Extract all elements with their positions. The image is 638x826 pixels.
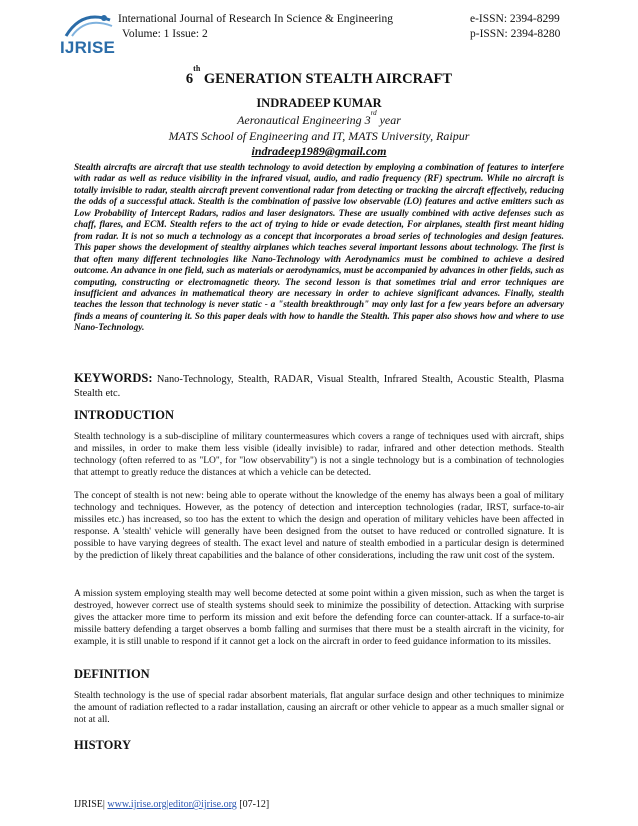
title-ordinal-suffix: th bbox=[193, 64, 201, 73]
intro-paragraph-1: Stealth technology is a sub-discipline of military countermeasures which covers a range of techniques used with aircraft, ships and missiles, in order to make them less visible (ideally invisible) to radar, infrared and other detection methods. Stealth technology (often referred to as "LO", for "low observability") is not a single technology but is a combination of technologies that attempt to greatly reduce the distances at which a vehicle can be detected. bbox=[74, 432, 564, 479]
footer-pages: [07-12] bbox=[236, 799, 270, 810]
title-ordinal: 6 bbox=[185, 70, 194, 87]
issn-block bbox=[470, 12, 560, 42]
logo-text: IJRISE bbox=[60, 38, 116, 57]
keywords-label: KEYWORDS: bbox=[74, 371, 153, 385]
author-email[interactable]: indradeep1989@gmail.com bbox=[251, 144, 387, 158]
dept-prefix: Aeronautical Engineering 3 bbox=[237, 113, 371, 127]
intro-paragraph-2: The concept of stealth is not new: being able to operate without the knowledge of the enemy has always been a goal of military technology and techniques. However, as the potency of detection and interception technologies (radar, IRST, surface-to-air missiles etc.) has increased, so too has the extent to which the design and operation of military vehicles have been affected in response. A 'stealth' vehicle will generally have been designed from the outset to have reduced or controlled signature. It is possible to have varying degrees of stealth. The exact level and nature of stealth embodied in a particular design is determined by the prediction of likely threat capabilities and the balance of other considerations, including the raw unit cost of the system. bbox=[74, 491, 564, 562]
footer-link[interactable]: www.ijrise.org|editor@ijrise.org bbox=[107, 799, 237, 810]
definition-heading: DEFINITION bbox=[74, 667, 150, 681]
journal-header bbox=[118, 12, 393, 42]
author-affiliation: MATS School of Engineering and IT, MATS University, Raipur bbox=[168, 129, 470, 143]
dept-suffix: year bbox=[376, 113, 401, 127]
definition-paragraph: Stealth technology is the use of special radar absorbent materials, flat angular surface design and other techniques to minimize the amount of radiation reflected to a radar installation, causing an aircraft or other vehicle to appear as a much smaller signal or not at all. bbox=[74, 691, 564, 726]
keywords-text: Nano-Technology, Stealth, RADAR, Visual Stealth, Infrared Stealth, Acoustic Stealth, Plasma Stealth etc. bbox=[74, 374, 564, 399]
abstract: Stealth aircrafts are aircraft that use stealth technology to avoid detection by employing a combination of features to interfere with radar as well as reduce visibility in the infrared visual, audio, and radio frequency (RF) spectrum. While no aircraft is totally invisible to radar, stealth aircraft prevent conventional radar from detecting or tracking the aircraft effectively, reducing the odds of a successful attack. Stealth is the combination of passive low observable (LO) features and active emitters such as Low Probability of Intercept Radars, radios and laser designators. These are usually combined with active defenses such as chaff, flares, and ECM. Stealth refers to the act of trying to hide or evade detection, For airplanes, stealth first meant hiding from radar. It is not so much a technology as a concept that incorporates a broad series of technologies and design features. This paper shows the development of stealthy airplanes which teaches several important lessons about technology. The first is that often many different technologies like Nano-Technology with Aerodynamics must be combined to achieve a desired outcome. An advance in one field, such as materials or aerodynamics, must be accompanied by advances in other fields, such as computing, constructing or electromagnetic theory. The second lesson is that sometimes trial and error techniques are insufficient and advances in mathematical theory are necessary in order to achieve significant advances. Finally, stealth teaches the lesson that technology is never static - a "stealth breakthrough" may only last for a few years before an adversary finds a means of countering it. So this paper deals with how to handle the Stealth. This paper also shows how and where to use Nano-Technology. bbox=[74, 163, 564, 334]
journal-name: International Journal of Research In Science & Engineering bbox=[118, 13, 393, 25]
page-footer bbox=[74, 799, 269, 810]
footer-journal: IJRISE| bbox=[74, 799, 108, 810]
swoosh-icon bbox=[60, 12, 118, 40]
volume-issue: Volume: 1 Issue: 2 bbox=[122, 28, 208, 40]
intro-paragraph-3: A mission system employing stealth may well become detected at some point within a given mission, such as when the target is destroyed, however correct use of stealth systems should seek to minimize the possibility of detection. Attacking with surprise gives the attacker more time to perform its mission and exit before the defending force can counter-attack. If a surface-to-air missile battery defending a target observes a bomb falling and surmises that there must be a stealth aircraft in the vicinity, for example, it is still unable to respond if it cannot get a lock on the aircraft in order to feed guidance information to its missiles. bbox=[74, 589, 564, 648]
dept-sup: rd bbox=[370, 109, 377, 117]
author-name: INDRADEEP KUMAR bbox=[256, 96, 382, 110]
paper-title bbox=[0, 64, 638, 88]
introduction-heading: INTRODUCTION bbox=[74, 408, 175, 422]
history-heading: HISTORY bbox=[74, 738, 131, 752]
keywords bbox=[74, 371, 564, 401]
title-rest: GENERATION STEALTH AIRCRAFT bbox=[200, 70, 453, 87]
journal-logo bbox=[60, 12, 118, 58]
pissn: p-ISSN: 2394-8280 bbox=[470, 28, 561, 40]
eissn: e-ISSN: 2394-8299 bbox=[470, 13, 560, 25]
author-department bbox=[0, 109, 638, 128]
